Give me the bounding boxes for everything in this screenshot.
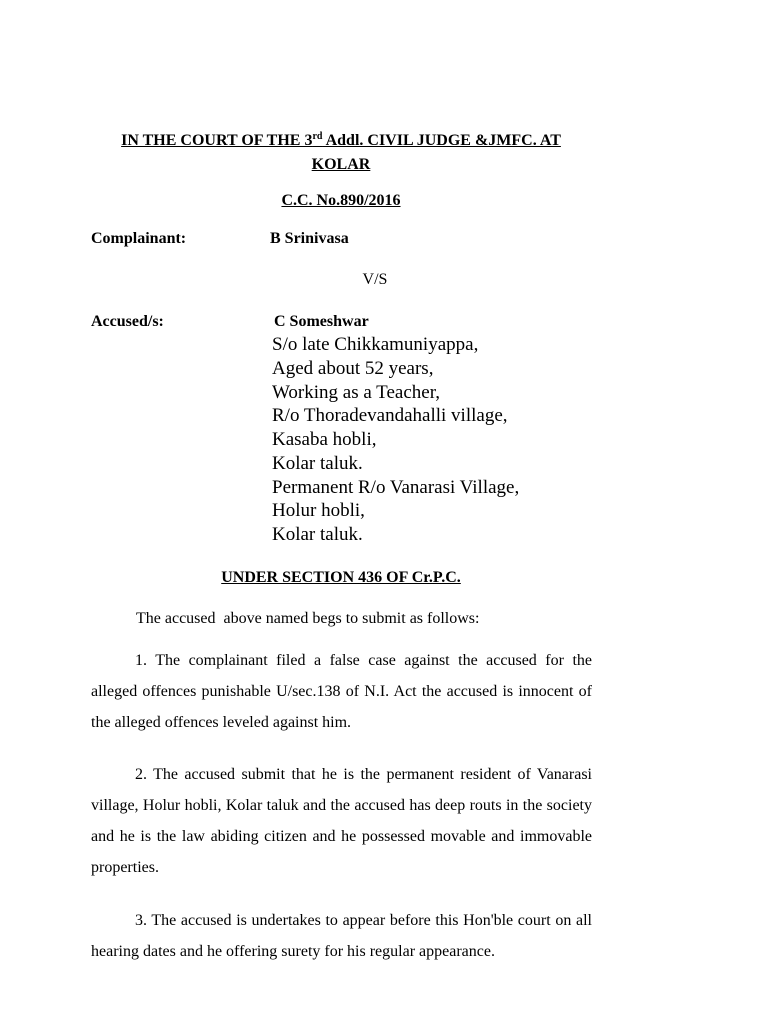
- complainant-name: B Srinivasa: [270, 230, 349, 247]
- paragraph-1: 1. The complainant filed a false case against the accused for the alleged offences punishable U/sec.138 of N.I. Act the accused is innocent of the alleged offences leveled against him.: [91, 652, 592, 731]
- court-heading: [90, 129, 592, 177]
- court-heading-line-2: KOLAR: [311, 156, 371, 173]
- address-line: S/o late Chikkamuniyappa,: [272, 334, 479, 355]
- court-heading-text-continued: Addl. CIVIL JUDGE &JMFC. AT: [322, 132, 561, 149]
- paragraph-2: 2. The accused submit that he is the permanent resident of Vanarasi village, Holur hobli, Kolar taluk and the accused has deep routs in the society and he is the law abiding citizen and he possessed movable and immovable properties.: [91, 766, 592, 876]
- intro-text: The accused above named begs to submit as follows:: [136, 610, 480, 627]
- address-line: Aged about 52 years,: [272, 357, 434, 379]
- address-line: Kasaba hobli,: [272, 429, 377, 450]
- ordinal-superscript: rd: [312, 131, 323, 142]
- accused-address: [272, 333, 519, 547]
- paragraph-3: 3. The accused is undertakes to appear before this Hon'ble court on all hearing dates and he offering surety for his regular appearance.: [91, 912, 592, 960]
- complainant-label: Complainant:: [91, 230, 187, 247]
- address-line: R/o Thoradevandahalli village,: [272, 405, 508, 427]
- court-heading-text: IN THE COURT OF THE 3: [121, 132, 313, 149]
- court-heading-line-1: [90, 129, 592, 153]
- address-line: Kolar taluk.: [272, 524, 363, 545]
- versus-text: V/S: [362, 271, 388, 288]
- accused-name: C Someshwar: [274, 313, 369, 330]
- accused-label: Accused/s:: [91, 313, 164, 330]
- address-line: Holur hobli,: [272, 500, 365, 522]
- section-title: UNDER SECTION 436 OF Cr.P.C.: [221, 569, 461, 586]
- address-line: Kolar taluk.: [272, 452, 363, 474]
- case-number: C.C. No.890/2016: [281, 192, 401, 209]
- address-line: Permanent R/o Vanarasi Village,: [272, 476, 520, 498]
- address-line: Working as a Teacher,: [272, 381, 441, 403]
